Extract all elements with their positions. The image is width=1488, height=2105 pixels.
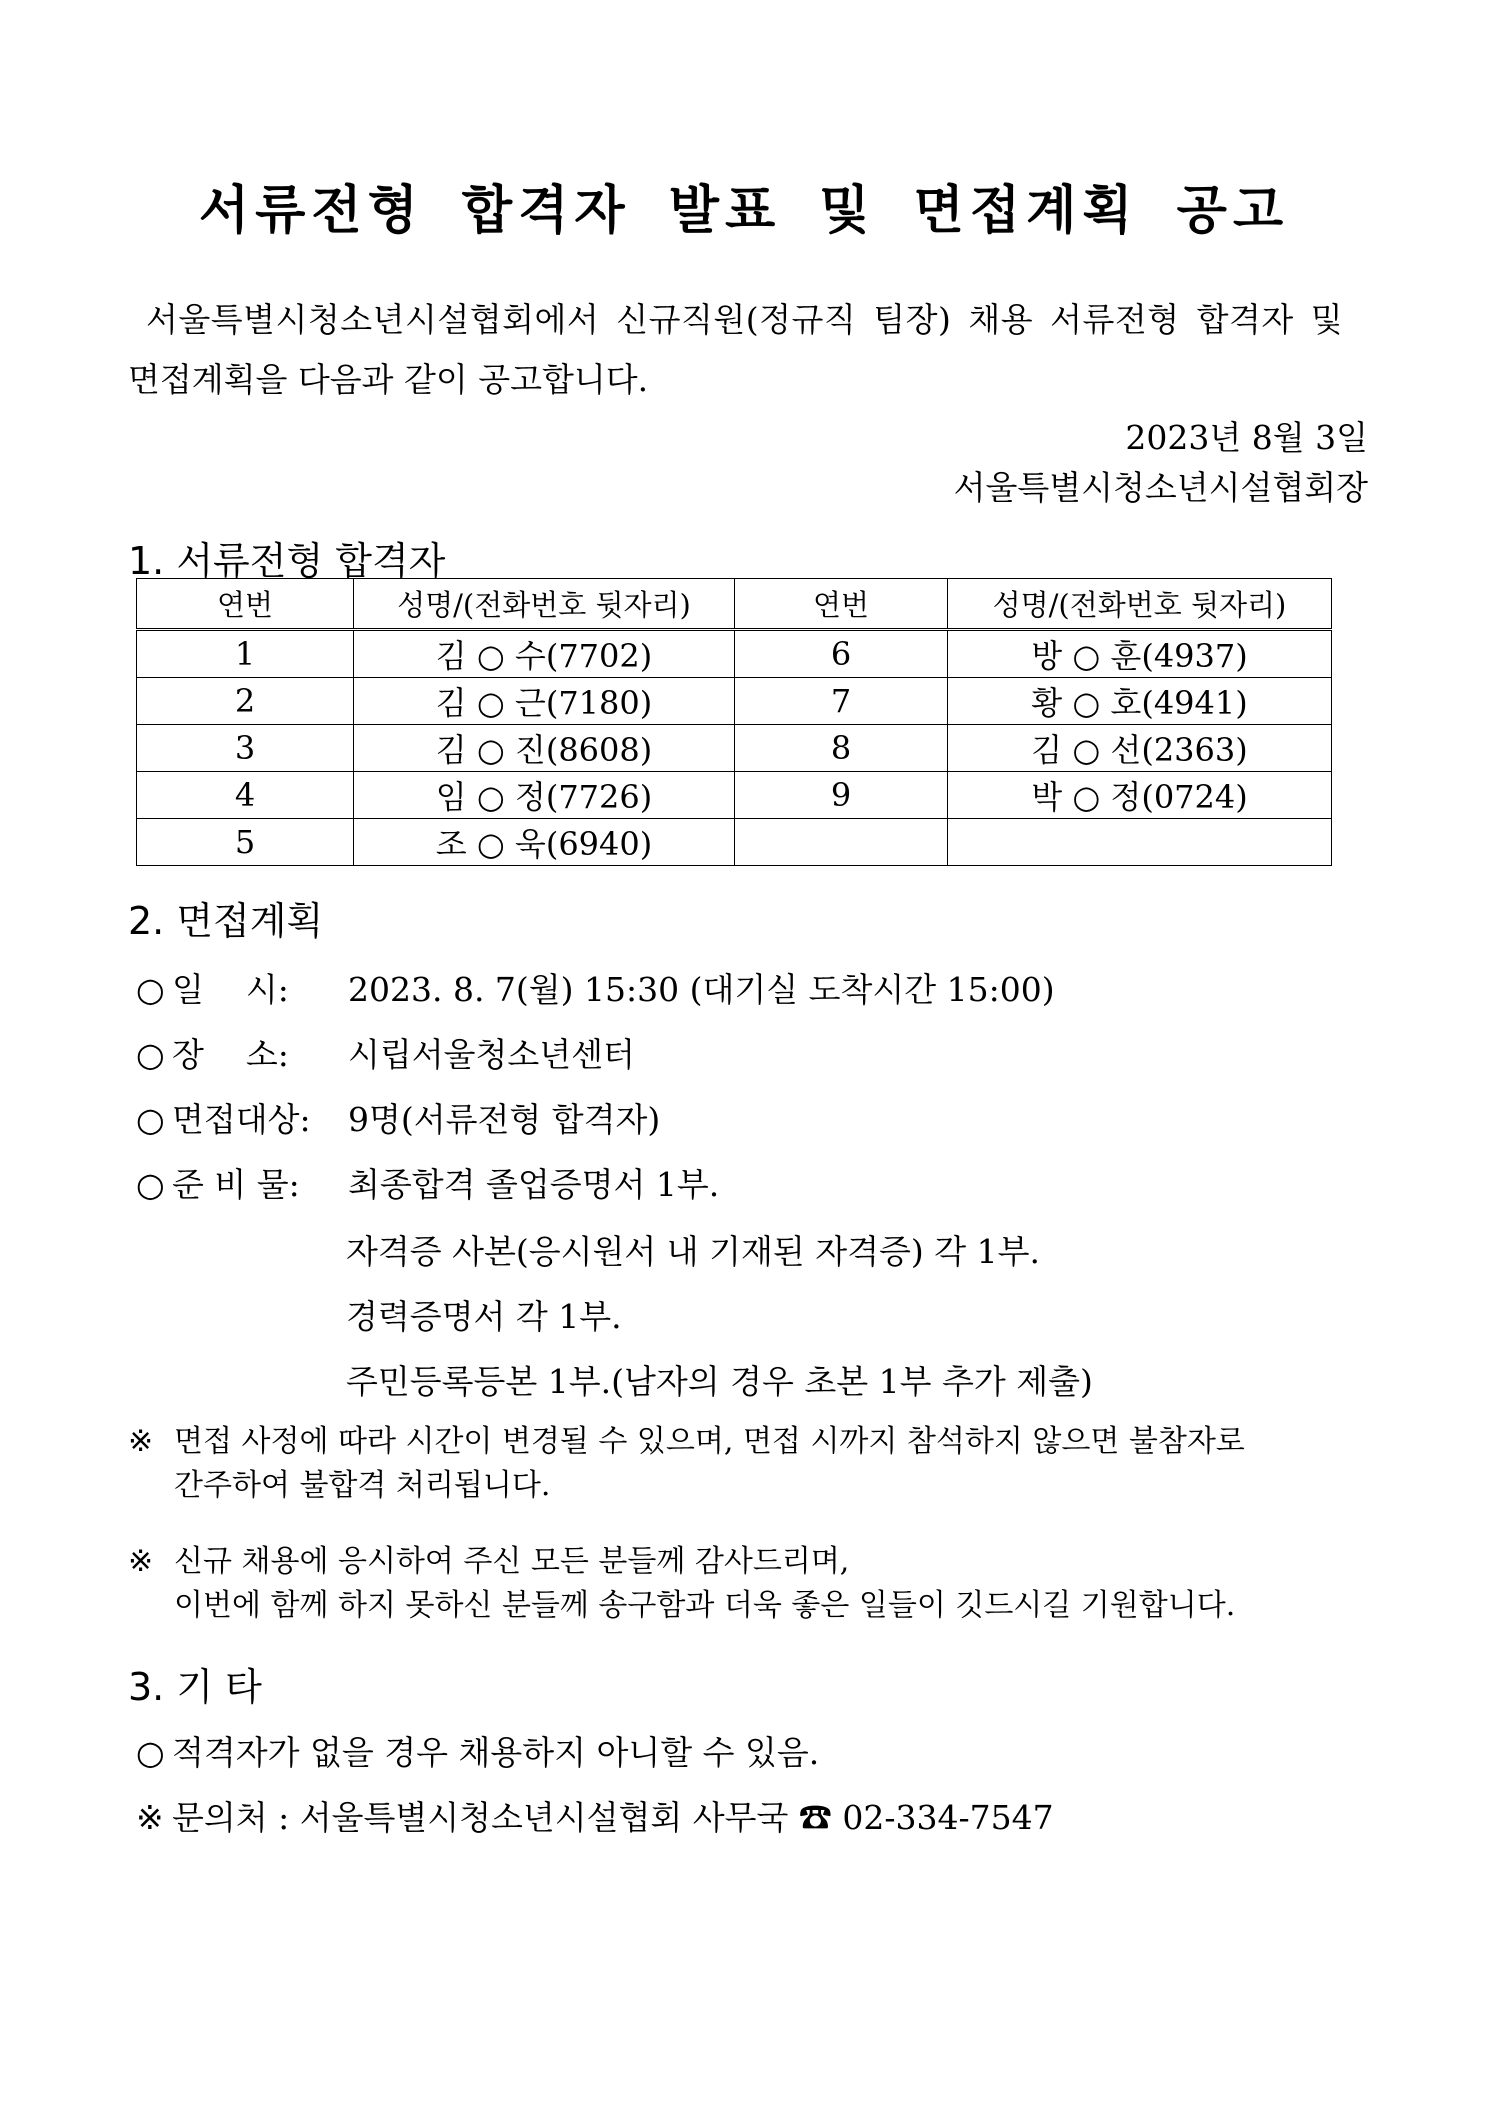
applicant-name: 박 ○ 정(0724) xyxy=(948,772,1332,819)
table-row xyxy=(137,819,1332,866)
applicant-name: 조 ○ 욱(6940) xyxy=(354,819,735,866)
item-label: 장 소: xyxy=(172,1035,289,1074)
item-label: 면접대상: xyxy=(172,1100,311,1139)
reference-mark-icon: ※ xyxy=(136,1798,164,1837)
reference-mark-icon: ※ xyxy=(128,1424,154,1459)
item-label: 준 비 물: xyxy=(172,1165,300,1204)
material-line: 경력증명서 각 1부. xyxy=(346,1297,622,1336)
other-item xyxy=(136,1727,819,1774)
serial-number: 4 xyxy=(137,772,354,819)
contact-line xyxy=(136,1792,1054,1839)
note-text: 이번에 함께 하지 못하신 분들께 송구함과 더욱 좋은 일들이 깃드시길 기원합니다. xyxy=(174,1588,1236,1623)
note-text: 신규 채용에 응시하여 주신 모든 분들께 감사드리며, xyxy=(174,1544,850,1579)
applicant-name: 김 ○ 근(7180) xyxy=(354,678,735,725)
section-1-heading: 1. 서류전형 합격자 xyxy=(128,539,446,583)
page-title: 서류전형 합격자 발표 및 면접계획 공고 xyxy=(198,181,1290,241)
circle-bullet: ○ xyxy=(136,1035,165,1074)
interview-item-datetime xyxy=(136,964,1055,1011)
contact-label: 문의처 : 서울특별시청소년시설협회 사무국 xyxy=(172,1798,789,1837)
announcement-date: 2023년 8월 3일 xyxy=(1125,418,1368,457)
material-line: 자격증 사본(응시원서 내 기재된 자격증) 각 1부. xyxy=(346,1232,1040,1271)
item-value: 9명(서류전형 합격자) xyxy=(348,1100,661,1139)
intro-line-2: 면접계획을 다음과 같이 공고합니다. xyxy=(128,360,649,399)
item-value: 2023. 8. 7(월) 15:30 (대기실 도착시간 15:00) xyxy=(348,970,1055,1009)
applicant-name: 황 ○ 호(4941) xyxy=(948,678,1332,725)
item-value: 시립서울청소년센터 xyxy=(348,1035,635,1074)
applicant-name xyxy=(948,819,1332,866)
applicant-name: 김 ○ 진(8608) xyxy=(354,725,735,772)
serial-number: 6 xyxy=(735,630,948,678)
table-row xyxy=(137,678,1332,725)
serial-number: 7 xyxy=(735,678,948,725)
interview-item-place xyxy=(136,1029,635,1076)
note-text: 면접 사정에 따라 시간이 변경될 수 있으며, 면접 시까지 참석하지 않으면 불참자로 xyxy=(174,1424,1245,1459)
applicant-name: 임 ○ 정(7726) xyxy=(354,772,735,819)
note-thanks xyxy=(128,1540,1235,1628)
note-text: 간주하여 불합격 처리됩니다. xyxy=(174,1468,551,1503)
serial-number: 2 xyxy=(137,678,354,725)
table-row xyxy=(137,630,1332,678)
applicant-name: 김 ○ 수(7702) xyxy=(354,630,735,678)
issuer-name: 서울특별시청소년시설협회장 xyxy=(953,468,1368,507)
section-3-heading: 3. 기 타 xyxy=(128,1665,262,1709)
phone-icon: ☎ xyxy=(798,1798,832,1837)
applicant-name: 김 ○ 선(2363) xyxy=(948,725,1332,772)
passed-applicants-table xyxy=(136,578,1332,866)
applicant-name: 방 ○ 훈(4937) xyxy=(948,630,1332,678)
intro-paragraph xyxy=(128,290,1368,410)
column-header: 연번 xyxy=(137,579,354,630)
column-header: 성명/(전화번호 뒷자리) xyxy=(354,579,735,630)
serial-number xyxy=(735,819,948,866)
item-value: 적격자가 없을 경우 채용하지 아니할 수 있음. xyxy=(172,1733,820,1772)
interview-item-target xyxy=(136,1094,660,1141)
reference-mark-icon: ※ xyxy=(128,1544,154,1579)
serial-number: 9 xyxy=(735,772,948,819)
circle-bullet: ○ xyxy=(136,1165,165,1204)
item-label: 일 시: xyxy=(172,970,289,1009)
table-header-row xyxy=(137,579,1332,630)
note-time-change xyxy=(128,1420,1245,1508)
item-value: 최종합격 졸업증명서 1부. xyxy=(348,1165,720,1204)
interview-item-materials xyxy=(136,1159,719,1206)
table-row xyxy=(137,772,1332,819)
circle-bullet: ○ xyxy=(136,970,165,1009)
table-row xyxy=(137,725,1332,772)
column-header: 성명/(전화번호 뒷자리) xyxy=(948,579,1332,630)
material-line: 주민등록등본 1부.(남자의 경우 초본 1부 추가 제출) xyxy=(346,1362,1093,1401)
serial-number: 3 xyxy=(137,725,354,772)
column-header: 연번 xyxy=(735,579,948,630)
circle-bullet: ○ xyxy=(136,1100,165,1139)
serial-number: 1 xyxy=(137,630,354,678)
serial-number: 8 xyxy=(735,725,948,772)
circle-bullet: ○ xyxy=(136,1733,165,1772)
serial-number: 5 xyxy=(137,819,354,866)
section-2-heading: 2. 면접계획 xyxy=(128,899,324,943)
intro-line-1: 서울특별시청소년시설협회에서 신규직원(정규직 팀장) 채용 서류전형 합격자 및 xyxy=(146,300,1344,339)
contact-phone: 02-334-7547 xyxy=(842,1798,1054,1837)
